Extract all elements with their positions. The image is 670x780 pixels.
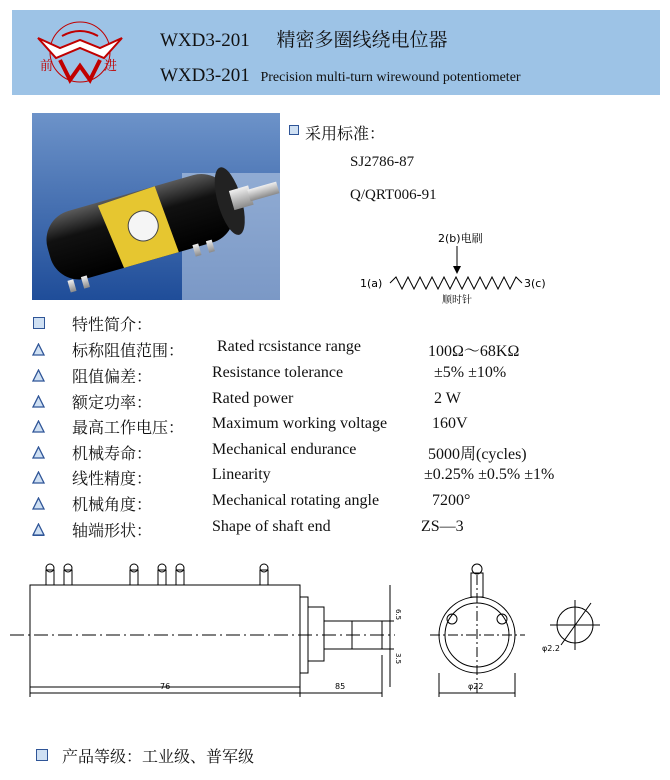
spec-row	[0, 364, 670, 388]
terminal-a-label: 1(a)	[360, 277, 383, 290]
spec-label-cn: 阻值偏差：	[72, 369, 153, 386]
title-english	[160, 65, 521, 87]
direction-label: 顺时针	[442, 295, 472, 306]
spec-value: 100Ω～68KΩ	[428, 343, 520, 360]
wiper-label: 2(b)电刷	[438, 232, 483, 245]
dim-diameter: φ22	[468, 682, 484, 691]
bullet-triangle-icon	[32, 523, 45, 536]
spec-row	[0, 466, 670, 490]
dimension-drawing	[10, 555, 660, 715]
spec-value: 2 W	[434, 390, 461, 407]
spec-label-cn: 最高工作电压：	[72, 420, 185, 437]
dim-shaft: 85	[335, 682, 346, 691]
spec-row	[0, 492, 670, 516]
spec-label-en: Resistance tolerance	[212, 364, 344, 381]
bullet-triangle-icon	[32, 446, 45, 459]
terminal-c-label: 3(c)	[524, 277, 546, 290]
spec-row	[0, 441, 670, 465]
bullet-square-icon	[33, 317, 45, 329]
dim-length: 76	[160, 682, 171, 691]
product-photo	[32, 113, 280, 300]
company-logo	[32, 18, 128, 90]
product-grade: 产品等级：工业级、普军级	[62, 749, 255, 766]
spec-label-en: Shape of shaft end	[212, 518, 331, 535]
spec-label-en: Rated rcsistance range	[217, 338, 361, 355]
specs-heading: 特性简介：	[72, 317, 153, 334]
bullet-triangle-icon	[32, 343, 45, 356]
dim-hole: φ2.2	[542, 644, 560, 653]
spec-label-cn: 线性精度：	[72, 471, 153, 488]
spec-label-cn: 机械角度：	[72, 497, 153, 514]
svg-text:前: 前	[40, 59, 54, 74]
title-en-text: Precision multi-turn wirewound potentiometer	[260, 70, 521, 85]
title-cn-model: WXD3-201	[160, 30, 250, 51]
spec-label-cn: 轴端形状：	[72, 523, 153, 540]
spec-label-en: Linearity	[212, 466, 271, 483]
dim-side-1: 6.5	[394, 609, 402, 621]
spec-label-en: Rated power	[212, 390, 294, 407]
title-en-model: WXD3-201	[160, 65, 250, 86]
spec-row	[0, 415, 670, 439]
spec-row	[0, 518, 670, 542]
dim-side-2: 3.5	[394, 653, 402, 665]
specs-heading-row	[0, 312, 670, 336]
spec-value: 5000周(cycles)	[428, 446, 527, 463]
title-cn-text: 精密多圈线绕电位器	[276, 30, 448, 51]
standard-item-1: SJ2786-87	[350, 154, 415, 170]
spec-row	[0, 338, 670, 362]
bullet-triangle-icon	[32, 471, 45, 484]
spec-label-cn: 标称阻值范围：	[72, 343, 185, 360]
spec-label-en: Mechanical endurance	[212, 441, 357, 458]
bullet-square-icon	[289, 125, 299, 135]
spec-value: ±0.25% ±0.5% ±1%	[424, 466, 555, 483]
resistor-schematic	[350, 228, 560, 308]
spec-row	[0, 390, 670, 414]
spec-value: ZS—3	[421, 518, 464, 535]
spec-value: 7200°	[432, 492, 471, 509]
spec-label-en: Maximum working voltage	[212, 415, 388, 432]
spec-value: ±5% ±10%	[434, 364, 507, 381]
standard-item-2: Q/QRT006-91	[350, 187, 437, 203]
svg-text:进: 进	[104, 59, 118, 74]
bullet-triangle-icon	[32, 369, 45, 382]
spec-label-en: Mechanical rotating angle	[212, 492, 380, 509]
bullet-triangle-icon	[32, 497, 45, 510]
bullet-triangle-icon	[32, 395, 45, 408]
title-chinese	[160, 25, 447, 52]
bullet-square-icon	[36, 749, 48, 761]
spec-label-cn: 机械寿命：	[72, 446, 153, 463]
spec-label-cn: 额定功率：	[72, 395, 153, 412]
standards-label: 采用标准：	[305, 126, 386, 143]
bullet-triangle-icon	[32, 420, 45, 433]
spec-value: 160V	[432, 415, 468, 432]
